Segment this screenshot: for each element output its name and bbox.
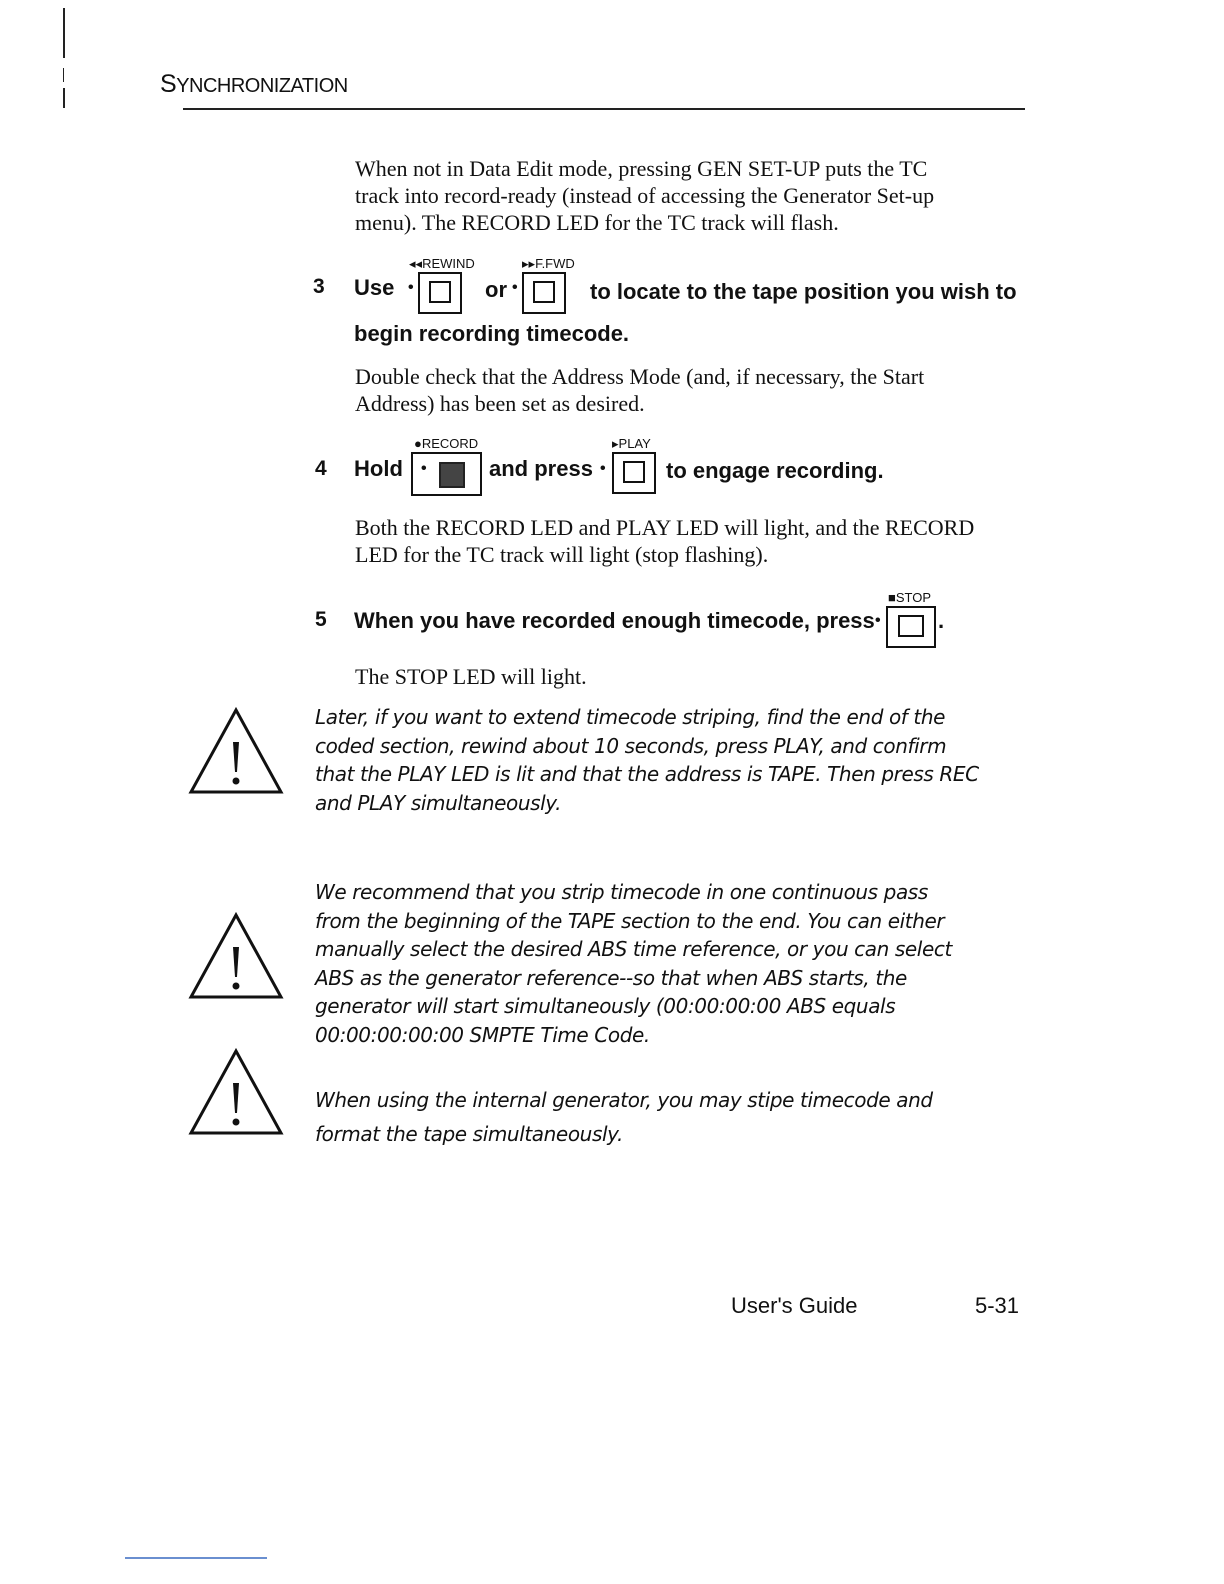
- body-line: Address) has been set as desired.: [355, 391, 645, 416]
- note-line: ABS as the generator reference--so that when ABS starts, the: [315, 965, 907, 990]
- note-line: coded section, rewind about 10 seconds, press PLAY, and confirm: [315, 733, 947, 758]
- header-rule: [183, 108, 1025, 110]
- page-number: 5-31: [975, 1293, 1020, 1318]
- body-line: LED for the TC track will light (stop flashing).: [355, 542, 769, 567]
- stop-key-label: ■STOP: [888, 590, 932, 605]
- note-line: We recommend that you strip timecode in one continuous pass: [315, 880, 928, 904]
- note-line: manually select the desired ABS time reference, or you can select: [315, 937, 952, 961]
- margin-bar-low: [63, 88, 65, 108]
- header-initial: S: [160, 70, 177, 98]
- bottom-edge-line: [125, 1557, 267, 1559]
- section-header: [160, 70, 348, 99]
- record-key-label: ●RECORD: [414, 436, 479, 451]
- stop-key: [886, 606, 936, 648]
- bullet-dot: •: [421, 460, 427, 477]
- intro-line: menu). The RECORD LED for the TC track will flash.: [355, 210, 839, 235]
- step3-or: or: [485, 277, 507, 302]
- warning-icon: [188, 1047, 284, 1137]
- bullet-dot: •: [600, 460, 606, 477]
- step5-period: .: [938, 608, 945, 633]
- record-key: [411, 452, 482, 496]
- play-key-label: ▸PLAY: [612, 436, 651, 451]
- bullet-dot: •: [408, 279, 414, 296]
- rewind-key: [418, 272, 462, 314]
- header-rest: YNCHRONIZATION: [176, 75, 348, 97]
- margin-bar-top: [63, 8, 65, 58]
- key-square: [623, 461, 645, 483]
- key-square: [429, 281, 451, 303]
- step5-body: The STOP LED will light.: [355, 664, 587, 689]
- key-square: [533, 281, 555, 303]
- caution-note: [315, 1083, 1035, 1151]
- bullet-dot: •: [512, 279, 518, 296]
- note-line: 00:00:00:00:00 SMPTE Time Code.: [315, 1022, 650, 1047]
- rewind-key-label: ◂◂REWIND: [409, 256, 475, 271]
- step3-instruction: to locate to the tape position you wish to: [590, 279, 1017, 304]
- ffwd-key-label: ▸▸F.FWD: [522, 256, 575, 271]
- step4-and-press: and press: [489, 456, 593, 481]
- bullet-dot: •: [875, 612, 881, 629]
- ffwd-key: [522, 272, 566, 314]
- play-key: [612, 452, 656, 494]
- intro-line: track into record-ready (instead of accessing the Generator Set-up: [355, 183, 935, 208]
- warning-icon: [188, 911, 284, 1001]
- body-line: Both the RECORD LED and PLAY LED will light, and the RECORD: [355, 515, 975, 540]
- step3-body: [355, 363, 1035, 417]
- key-square-filled: [439, 462, 465, 488]
- intro-paragraph: [355, 155, 1035, 236]
- step3-use: Use: [354, 275, 395, 300]
- note-line: generator will start simultaneously (00:00:00:00 ABS equals: [315, 994, 896, 1018]
- footer-guide-title: User's Guide: [731, 1293, 858, 1318]
- note-line: and PLAY simultaneously.: [315, 790, 562, 815]
- note-line: When using the internal generator, you may stipe timecode and: [315, 1088, 933, 1112]
- step3-instruction-line2: begin recording timecode.: [354, 321, 630, 346]
- step5-instruction: When you have recorded enough timecode, press: [354, 608, 875, 633]
- caution-note: [315, 703, 1035, 817]
- step-number: 4: [315, 457, 327, 480]
- margin-bar-mid: [63, 68, 64, 82]
- note-line: from the beginning of the TAPE section to the end. You can either: [315, 908, 945, 933]
- step-number: 5: [315, 608, 327, 631]
- key-square: [898, 615, 924, 637]
- step4-body: [355, 514, 1035, 568]
- note-line: Later, if you want to extend timecode striping, find the end of the: [315, 705, 945, 729]
- intro-line: When not in Data Edit mode, pressing GEN SET-UP puts the TC: [355, 156, 928, 181]
- caution-note: [315, 878, 1035, 1049]
- step4-instruction: to engage recording.: [666, 458, 884, 483]
- note-line: that the PLAY LED is lit and that the address is TAPE. Then press REC: [315, 762, 979, 786]
- note-line: format the tape simultaneously.: [315, 1122, 623, 1146]
- step-number: 3: [313, 275, 325, 298]
- step4-hold: Hold: [354, 456, 403, 481]
- warning-icon: [188, 706, 284, 796]
- body-line: Double check that the Address Mode (and, if necessary, the Start: [355, 364, 925, 389]
